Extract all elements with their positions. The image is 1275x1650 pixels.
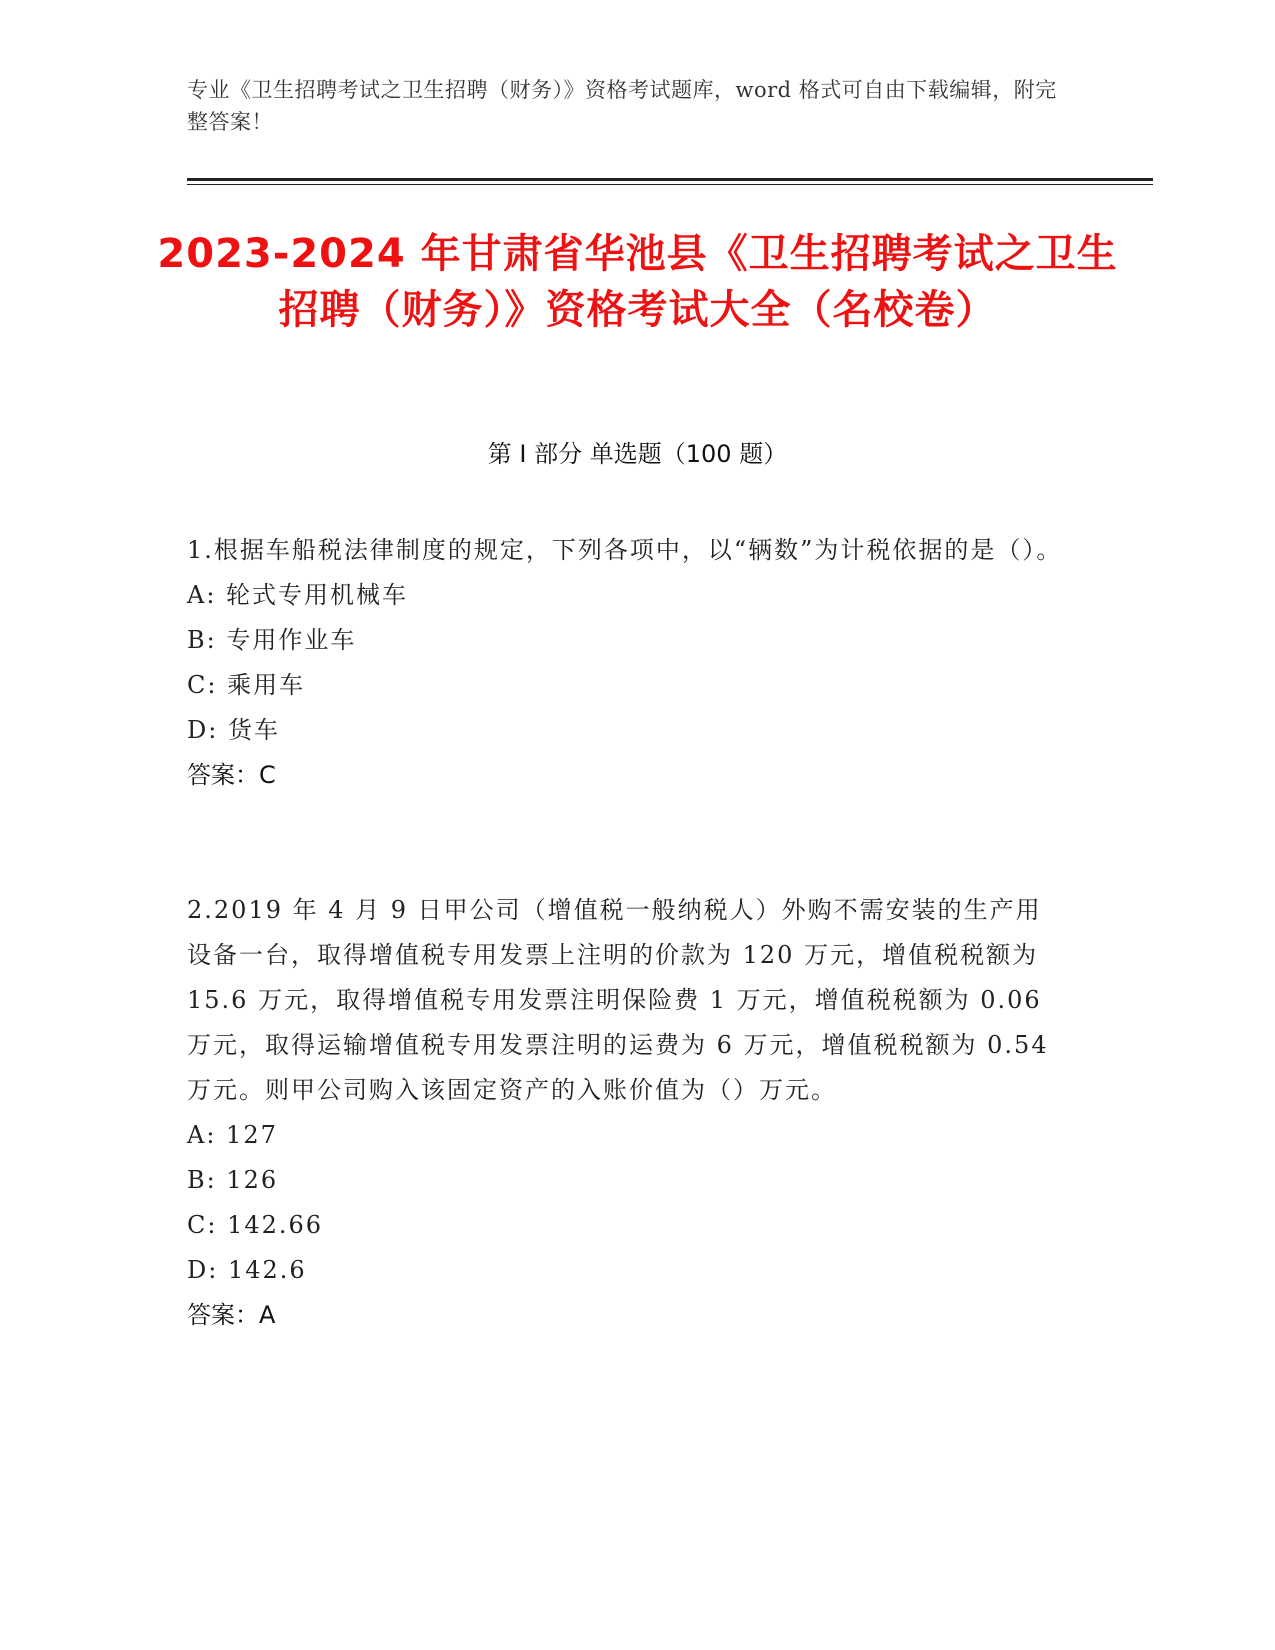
header-divider-thin bbox=[187, 184, 1153, 185]
question-1 bbox=[187, 528, 1067, 798]
option-c: C: 乘用车 bbox=[187, 671, 306, 699]
option-d: D: 142.6 bbox=[187, 1256, 307, 1284]
option-b: B: 126 bbox=[187, 1166, 279, 1194]
question-stem: 2.2019 年 4 月 9 日甲公司（增值税一般纳税人）外购不需安装的生产用设备一台，取得增值税专用发票上注明的价款为 120 万元，增值税税额为 15.6 万元，取得增值税专用发票注明保险费 1 万元，增值税税额为 0.06 万元，取得运输增值税专用发票注明的运费为 6 万元，增值税税额为 0.54 万元。则甲公司购入该固定资产的入账价值为（）万元。 bbox=[187, 896, 1049, 1104]
option-a: A: 127 bbox=[187, 1121, 278, 1149]
option-d: D: 货车 bbox=[187, 716, 280, 744]
answer-line: 答案：C bbox=[187, 761, 276, 789]
option-c: C: 142.66 bbox=[187, 1211, 324, 1239]
option-a: A: 轮式专用机械车 bbox=[187, 581, 409, 609]
section-title: 第 I 部分 单选题（100 题） bbox=[487, 440, 788, 468]
question-stem: 1.根据车船税法律制度的规定，下列各项中，以“辆数”为计税依据的是（）。 bbox=[187, 536, 1063, 564]
header-note: 专业《卫生招聘考试之卫生招聘（财务）》资格考试题库，word 格式可自由下载编辑，附完整答案！ bbox=[187, 78, 1057, 134]
header-divider-thick bbox=[187, 178, 1153, 181]
question-2 bbox=[187, 888, 1067, 1338]
option-b: B: 专用作业车 bbox=[187, 626, 357, 654]
answer-line: 答案：A bbox=[187, 1301, 276, 1329]
document-title: 2023-2024 年甘肃省华池县《卫生招聘考试之卫生招聘（财务）》资格考试大全（名校卷） bbox=[157, 231, 1118, 333]
